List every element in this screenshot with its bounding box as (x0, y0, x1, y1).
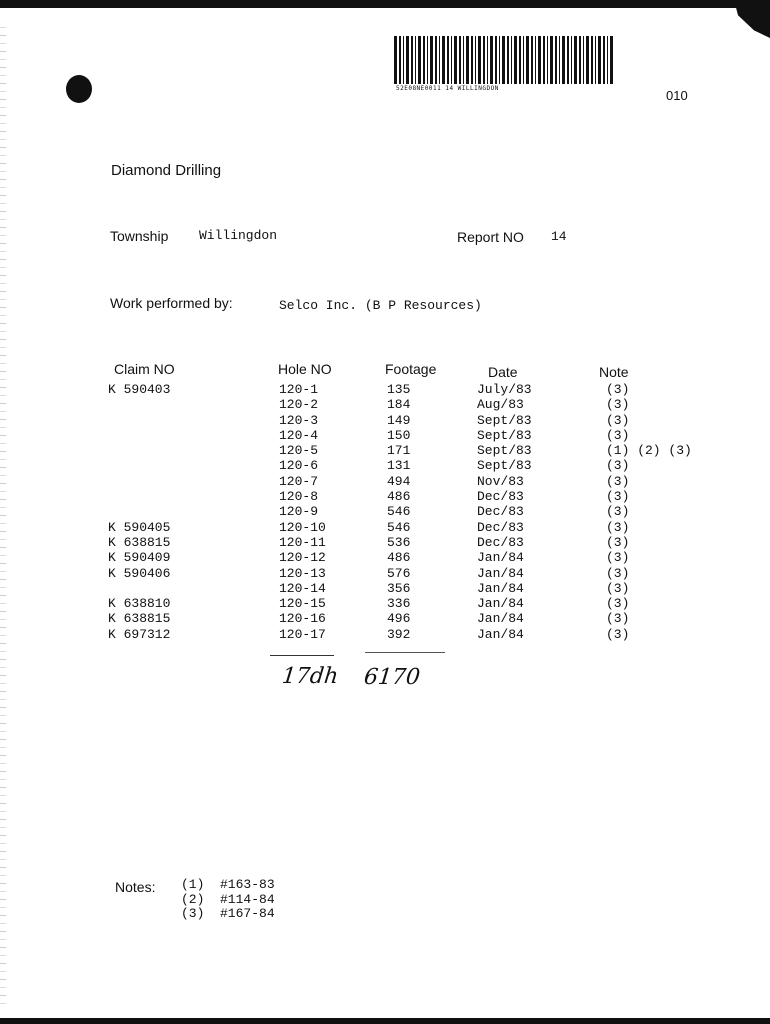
barcode-image (394, 36, 614, 84)
claim-cell: K 638815 (108, 611, 171, 627)
table-row (0, 397, 770, 412)
date-cell: Sept/83 (477, 458, 532, 474)
footage-cell: 131 (387, 458, 411, 474)
footage-cell: 149 (387, 412, 411, 428)
claim-cell: K 638815 (108, 534, 171, 550)
note-cell: (3) (606, 489, 630, 505)
total-underline-2 (365, 652, 445, 653)
claim-cell: K 590403 (108, 382, 171, 397)
work-performed-label: Work performed by: (110, 295, 233, 311)
scan-edge-bottom (0, 1018, 770, 1024)
hole-cell: 120-10 (279, 519, 326, 535)
drilling-table-body (0, 382, 770, 642)
date-cell: Sept/83 (477, 443, 532, 459)
table-row (0, 382, 770, 397)
note-cell: (3) (606, 473, 630, 489)
note-cell: (3) (606, 412, 630, 428)
hole-cell: 120-8 (279, 489, 319, 505)
column-header-note: Note (599, 364, 629, 380)
hole-cell: 120-15 (279, 596, 326, 612)
table-row (0, 550, 770, 565)
table-row (0, 581, 770, 596)
footage-cell: 171 (387, 443, 411, 459)
table-row (0, 428, 770, 443)
date-cell: Dec/83 (477, 519, 524, 535)
hole-punch-mark (66, 75, 92, 103)
report-number-label: Report NO (457, 229, 524, 245)
note-cell: (3) (606, 611, 630, 627)
hole-cell: 120-7 (279, 473, 319, 489)
column-header-claim: Claim NO (114, 361, 175, 377)
footage-cell: 576 (387, 565, 411, 581)
date-cell: Jan/84 (477, 565, 524, 581)
page-code: 010 (666, 88, 688, 103)
footage-cell: 336 (387, 596, 411, 612)
hole-cell: 120-3 (279, 412, 319, 428)
table-row (0, 627, 770, 642)
footage-cell: 135 (387, 382, 411, 397)
table-row (0, 458, 770, 473)
footage-cell: 356 (387, 580, 411, 596)
report-number-value: 14 (551, 229, 567, 244)
date-cell: Dec/83 (477, 504, 524, 520)
scan-edge-top (0, 0, 770, 8)
note-cell: (3) (606, 550, 630, 566)
column-header-footage: Footage (385, 361, 437, 377)
date-cell: Dec/83 (477, 534, 524, 550)
table-row (0, 489, 770, 504)
table-row (0, 566, 770, 581)
column-header-date: Date (488, 364, 518, 380)
hole-cell: 120-4 (279, 427, 319, 443)
hole-cell: 120-6 (279, 458, 319, 474)
note-cell: (3) (606, 580, 630, 596)
table-row (0, 504, 770, 519)
hole-cell: 120-5 (279, 443, 319, 459)
handwritten-total-2: 6170 (362, 665, 422, 690)
claim-cell: K 590406 (108, 565, 171, 581)
note-cell: (1) (2) (3) (606, 443, 692, 459)
note-cell: (3) (606, 458, 630, 474)
notes-list (181, 878, 275, 922)
date-cell: Sept/83 (477, 412, 532, 428)
date-cell: Jan/84 (477, 611, 524, 627)
claim-cell: K 590409 (108, 550, 171, 566)
note-cell: (3) (606, 382, 630, 397)
claim-cell: K 638810 (108, 596, 171, 612)
footage-cell: 392 (387, 626, 411, 642)
note-cell: (3) (606, 626, 630, 642)
hole-cell: 120-1 (279, 382, 319, 397)
table-row (0, 611, 770, 626)
column-header-hole: Hole NO (278, 361, 332, 377)
hole-cell: 120-14 (279, 580, 326, 596)
footage-cell: 486 (387, 550, 411, 566)
note-item: (3) #167-84 (181, 906, 275, 921)
scan-corner-artifact (730, 0, 770, 38)
note-cell: (3) (606, 565, 630, 581)
barcode-text: 52E08NE0011 14 WILLINGDON (396, 85, 499, 92)
footage-cell: 546 (387, 519, 411, 535)
table-row (0, 596, 770, 611)
date-cell: Sept/83 (477, 427, 532, 443)
notes-label: Notes: (115, 879, 156, 895)
note-item: (2) #114-84 (181, 891, 275, 907)
note-cell: (3) (606, 397, 630, 413)
date-cell: Nov/83 (477, 473, 524, 489)
note-cell: (3) (606, 504, 630, 520)
hole-cell: 120-16 (279, 611, 326, 627)
footage-cell: 184 (387, 397, 411, 413)
total-underline-1 (270, 655, 334, 656)
date-cell: Dec/83 (477, 489, 524, 505)
work-performed-value: Selco Inc. (B P Resources) (279, 298, 482, 313)
table-row (0, 443, 770, 458)
table-row (0, 413, 770, 428)
note-cell: (3) (606, 427, 630, 443)
footage-cell: 150 (387, 427, 411, 443)
claim-cell: K 697312 (108, 626, 171, 642)
note-cell: (3) (606, 519, 630, 535)
handwritten-total-1: 17dh (280, 664, 340, 689)
note-cell: (3) (606, 596, 630, 612)
footage-cell: 546 (387, 504, 411, 520)
footage-cell: 494 (387, 473, 411, 489)
table-row (0, 474, 770, 489)
date-cell: Jan/84 (477, 580, 524, 596)
hole-cell: 120-13 (279, 565, 326, 581)
footage-cell: 496 (387, 611, 411, 627)
date-cell: Aug/83 (477, 397, 524, 413)
date-cell: Jan/84 (477, 550, 524, 566)
claim-cell: K 590405 (108, 519, 171, 535)
hole-cell: 120-9 (279, 504, 319, 520)
township-value: Willingdon (199, 228, 278, 243)
footage-cell: 486 (387, 489, 411, 505)
township-label: Township (110, 228, 169, 244)
hole-cell: 120-11 (279, 534, 326, 550)
note-item: (1) #163-83 (181, 877, 275, 892)
hole-cell: 120-17 (279, 626, 326, 642)
footage-cell: 536 (387, 534, 411, 550)
note-cell: (3) (606, 534, 630, 550)
date-cell: July/83 (477, 382, 532, 397)
date-cell: Jan/84 (477, 626, 524, 642)
hole-cell: 120-12 (279, 550, 326, 566)
document-title: Diamond Drilling (111, 162, 222, 179)
table-row (0, 535, 770, 550)
hole-cell: 120-2 (279, 397, 319, 413)
date-cell: Jan/84 (477, 596, 524, 612)
table-row (0, 520, 770, 535)
